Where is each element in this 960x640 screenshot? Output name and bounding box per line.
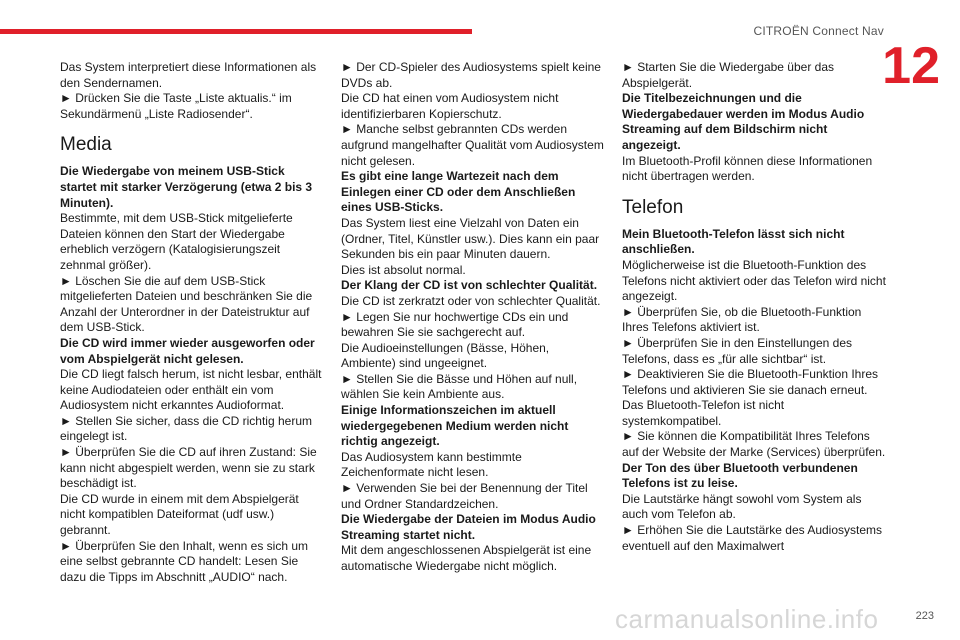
question-heading: Der Ton des über Bluetooth verbundenen Telefons ist zu leise. [622, 460, 858, 491]
paragraph: Die CD liegt falsch herum, ist nicht lesbar, enthält keine Audiodateien oder enthält ein vom Audiosystem nicht erkanntes Audioformat. [60, 367, 322, 413]
paragraph: Die CD ist zerkratzt oder von schlechter Qualität. [341, 293, 601, 308]
paragraph: ► Manche selbst gebrannten CDs werden aufgrund mangelhafter Qualität vom Audiosystem nicht gelesen. [341, 122, 604, 168]
column-2 [341, 60, 605, 575]
page-number: 223 [915, 610, 934, 622]
paragraph: ► Drücken Sie die Taste „Liste aktualis.“ im Sekundärmenü „Liste Radiosender“. [60, 91, 292, 121]
question-heading: Die Titelbezeichnungen und die Wiedergabedauer werden im Modus Audio Streaming auf dem Bildschirm nicht angezeigt. [622, 91, 865, 152]
paragraph: ► Überprüfen Sie die CD auf ihren Zustand: Sie kann nicht abgespielt werden, wenn sie zu stark beschädigt ist. [60, 445, 317, 491]
question-heading: Mein Bluetooth-Telefon lässt sich nicht anschließen. [622, 226, 845, 257]
question-heading: Die Wiedergabe der Dateien im Modus Audio Streaming startet nicht. [341, 512, 596, 542]
question-heading: Einige Informationszeichen im aktuell wiedergegebenen Medium werden nicht richtig angezeigt. [341, 403, 569, 449]
question-heading: Die CD wird immer wieder ausgeworfen oder vom Abspielgerät nicht gelesen. [60, 335, 315, 366]
paragraph: ► Erhöhen Sie die Lautstärke des Audiosystems eventuell auf den Maximalwert [622, 523, 883, 553]
column-1 [60, 60, 324, 585]
paragraph: Die CD wurde in einem mit dem Abspielgerät nicht kompatiblen Dateiformat (udf usw.) gebrannt. [60, 491, 299, 538]
watermark: carmanualsonline.info [615, 604, 879, 634]
question-heading: Es gibt eine lange Wartezeit nach dem Einlegen einer CD oder dem Anschließen eines USB-Sticks. [341, 169, 576, 215]
question-heading: Der Klang der CD ist von schlechter Qualität. [341, 278, 598, 293]
paragraph: Die CD hat einen vom Audiosystem nicht identifizierbaren Kopierschutz. [341, 91, 559, 121]
paragraph: ► Überprüfen Sie, ob die Bluetooth-Funktion Ihres Telefons aktiviert ist. [622, 304, 862, 335]
paragraph: Mit dem angeschlossenen Abspielgerät ist eine automatische Wiedergabe nicht möglich. [341, 543, 592, 573]
paragraph: Die Lautstärke hängt sowohl vom System als auch vom Telefon ab. [622, 491, 862, 522]
paragraph: ► Stellen Sie sicher, dass die CD richtig herum eingelegt ist. [60, 413, 312, 444]
chapter-number: 12 [882, 37, 940, 95]
section-heading: Media [60, 134, 112, 156]
paragraph: ► Überprüfen Sie in den Einstellungen des Telefons, dass es „für alle sichtbar“ ist. [622, 335, 853, 366]
paragraph: Die Audioeinstellungen (Bässe, Höhen, Ambiente) sind ungeeignet. [341, 340, 550, 371]
paragraph: ► Sie können die Kompatibilität Ihres Telefons auf der Website der Marke (Services) überprüfen. [622, 429, 886, 460]
paragraph: Im Bluetooth-Profil können diese Informationen nicht übertragen werden. [622, 153, 873, 184]
paragraph: ► Löschen Sie die auf dem USB-Stick mitgelieferten Dateien und beschränken Sie die Anzahl der Unterordner in der Dateistruktur auf dem USB-Stick. [60, 273, 313, 335]
section-heading: Telefon [622, 196, 684, 218]
paragraph: Das Bluetooth-Telefon ist nicht systemkompatibel. [622, 398, 785, 428]
paragraph: Dies ist absolut normal. [341, 262, 466, 277]
paragraph: Das System liest eine Vielzahl von Daten ein (Ordner, Titel, Künstler usw.). Dies kann ein paar Sekunden bis ein paar Minuten dauern. [341, 215, 600, 262]
header-accent-bar [0, 29, 472, 34]
paragraph: Das Audiosystem kann bestimmte Zeichenformate nicht lesen. [341, 449, 522, 480]
header-title: CITROËN Connect Nav [753, 24, 884, 38]
paragraph: Das System interpretiert diese Informationen als den Sendernamen. [60, 60, 317, 90]
paragraph: ► Verwenden Sie bei der Benennung der Titel und Ordner Standardzeichen. [341, 481, 588, 511]
column-3 [622, 60, 886, 554]
paragraph: ► Stellen Sie die Bässe und Höhen auf null, wählen Sie kein Ambiente aus. [341, 371, 578, 402]
question-heading: Die Wiedergabe von meinem USB-Stick startet mit starker Verzögerung (etwa 2 bis 3 Minuten). [60, 164, 313, 210]
paragraph: ► Deaktivieren Sie die Bluetooth-Funktion Ihres Telefons und aktivieren Sie sie danach erneut. [622, 367, 879, 397]
paragraph: ► Der CD-Spieler des Audiosystems spielt keine DVDs ab. [341, 60, 601, 90]
paragraph: Bestimmte, mit dem USB-Stick mitgelieferte Dateien können den Start der Wiedergabe erheblich verzögern (Katalogisierungszeit zehnmal größer). [60, 211, 293, 272]
paragraph: ► Starten Sie die Wiedergabe über das Abspielgerät. [622, 60, 834, 90]
paragraph: ► Legen Sie nur hochwertige CDs ein und bewahren Sie sie sachgerecht auf. [341, 309, 569, 340]
paragraph: ► Überprüfen Sie den Inhalt, wenn es sich um eine selbst gebrannte CD handelt: Lesen Sie dazu die Tipps im Abschnitt „AUDIO“ nach. [60, 538, 309, 584]
paragraph: Möglicherweise ist die Bluetooth-Funktion des Telefons nicht aktiviert oder das Telefon wird nicht angezeigt. [622, 257, 886, 304]
